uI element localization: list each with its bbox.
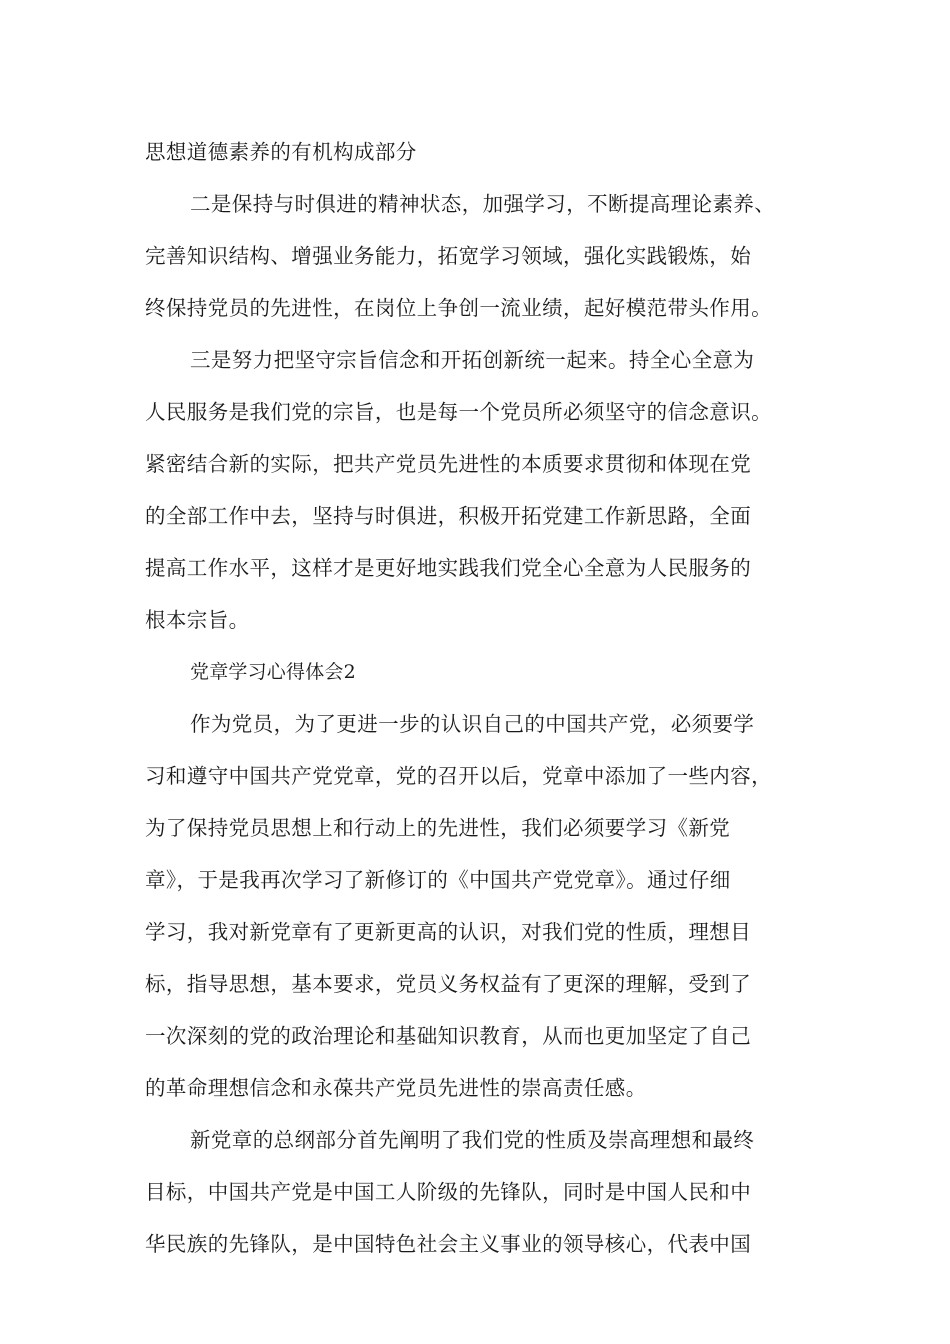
text-line: 二是保持与时俱进的精神状态，加强学习，不断提高理论素养、 [190,192,776,216]
section-heading: 党章学习心得体会2 [190,661,356,683]
text-line: 章》，于是我再次学习了新修订的《中国共产党党章》。通过仔细 [145,868,731,892]
text-line: 的全部工作中去，坚持与时俱进，积极开拓党建工作新思路，全面 [145,504,752,528]
body-text [145,126,810,1270]
text-line: 紧密结合新的实际，把共产党员先进性的本质要求贯彻和体现在党 [145,452,752,476]
text-line: 习和遵守中国共产党党章，党的召开以后，党章中添加了一些内容， [145,764,772,788]
text-line: 为了保持党员思想上和行动上的先进性，我们必须要学习《新党 [145,816,731,840]
text-line: 华民族的先锋队，是中国特色社会主义事业的领导核心，代表中国 [145,1232,752,1256]
text-line: 一次深刻的党的政治理论和基础知识教育，从而也更加坚定了自己 [145,1024,752,1048]
text-line: 提高工作水平，这样才是更好地实践我们党全心全意为人民服务的 [145,556,752,580]
text-line: 标，指导思想，基本要求，党员义务权益有了更深的理解，受到了 [145,972,752,996]
text-line: 学习，我对新党章有了更新更高的认识，对我们党的性质，理想目 [145,920,752,944]
text-line: 根本宗旨。 [145,608,250,632]
text-line: 的革命理想信念和永葆共产党员先进性的崇高责任感。 [145,1076,647,1100]
text-line: 人民服务是我们党的宗旨，也是每一个党员所必须坚守的信念意识。 [145,400,772,424]
text-line: 目标，中国共产党是中国工人阶级的先锋队，同时是中国人民和中 [145,1180,752,1204]
text-line: 完善知识结构、增强业务能力，拓宽学习领域，强化实践锻炼，始 [145,244,752,268]
text-line: 终保持党员的先进性，在岗位上争创一流业绩，起好模范带头作用。 [145,296,772,320]
text-line: 新党章的总纲部分首先阐明了我们党的性质及崇高理想和最终 [190,1128,755,1152]
text-line: 思想道德素养的有机构成部分 [145,140,417,164]
text-line: 三是努力把坚守宗旨信念和开拓创新统一起来。持全心全意为 [190,348,755,372]
text-line: 作为党员，为了更进一步的认识自己的中国共产党，必须要学 [190,712,755,736]
